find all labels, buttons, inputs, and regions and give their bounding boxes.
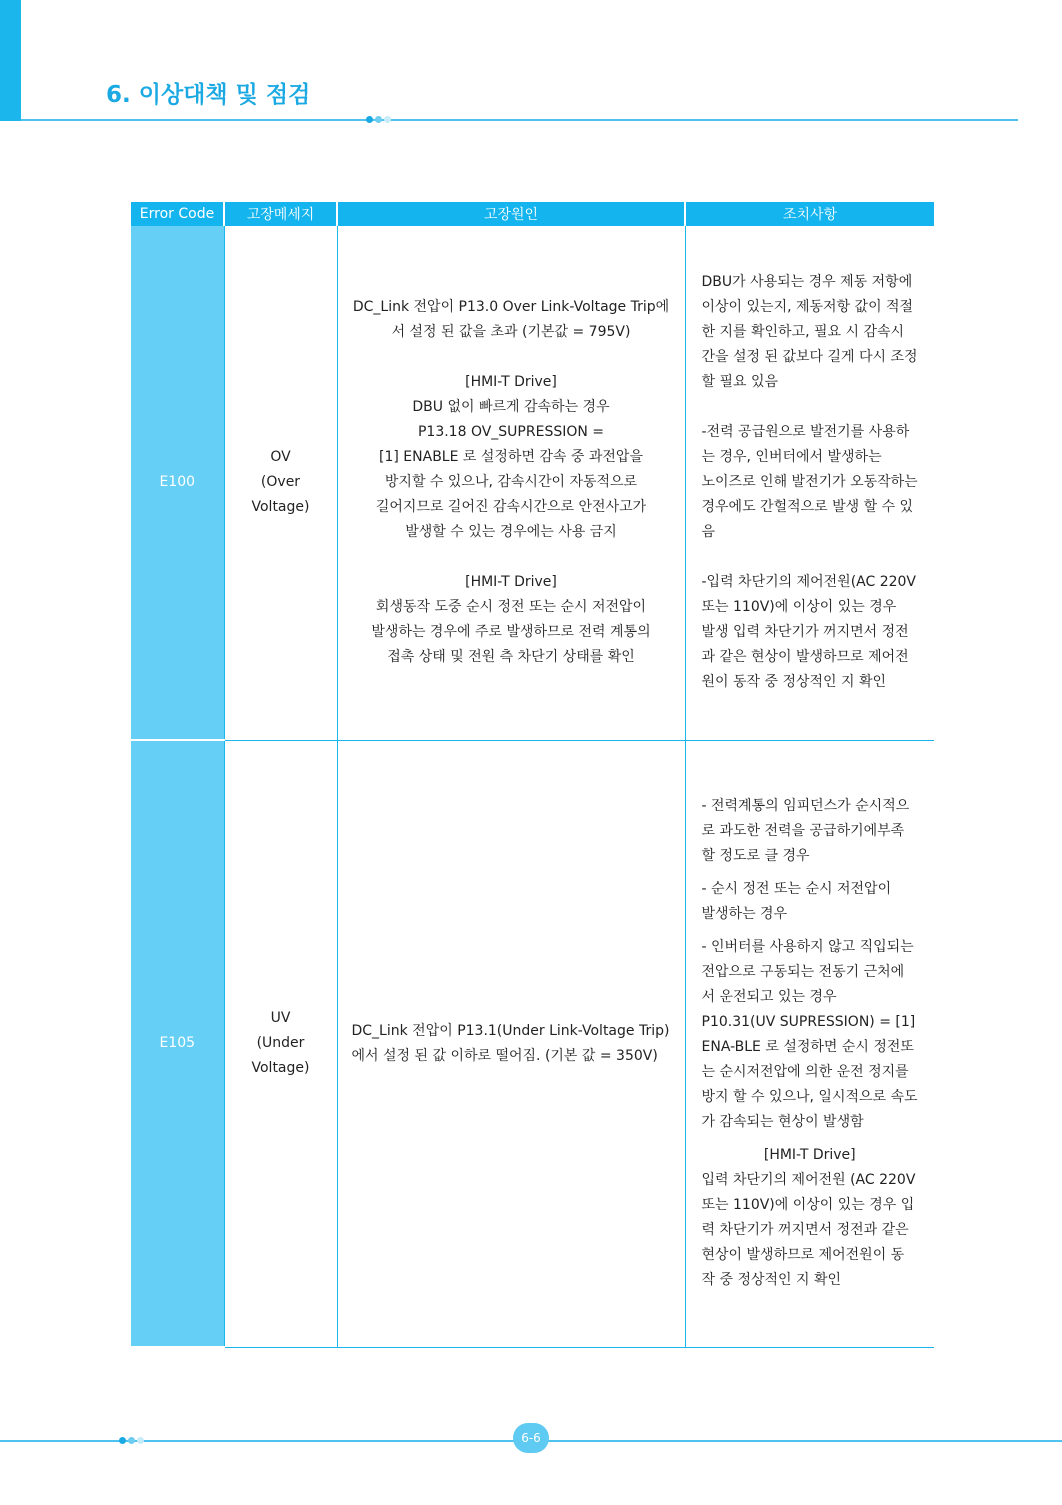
action-line: 작 중 정상적인 지 확인: [701, 1272, 842, 1288]
cause-line: DC_Link 전압이 P13.1(Under Link-Voltage Trip): [351, 1022, 670, 1039]
cause-line: DBU 없이 빠르게 감속하는 경우: [412, 399, 610, 416]
action-line: -입력 차단기의 제어전원(AC 220V: [701, 574, 917, 591]
action-line: P10.31(UV SUPRESSION) = [1]: [701, 1014, 916, 1030]
cause-line: [1] ENABLE 로 설정하면 감속 중 과전압을: [379, 449, 643, 466]
action-line: 발생하는 경우: [701, 906, 788, 922]
action-line: 는 순시저전압에 의한 운전 정지를: [701, 1064, 909, 1080]
cause-line: [HMI-T Drive]: [465, 374, 557, 391]
action-cell: [685, 740, 934, 1347]
action-line: ENA-BLE 로 설정하면 순시 정전또: [701, 1039, 914, 1055]
message-line: (Over Voltage): [251, 474, 310, 516]
footer-dots-decoration: [119, 1437, 144, 1444]
cause-line: [HMI-T Drive]: [465, 574, 557, 591]
action-cell: [685, 226, 934, 740]
page-title: 6. 이상대책 및 점검: [106, 82, 311, 108]
cause-line: 에서 설정 된 값 이하로 떨어짐. (기본 값 = 350V): [351, 1047, 658, 1064]
action-line: 원이 동작 중 정상적인 지 확인: [701, 674, 887, 691]
action-line: 간을 설정 된 값보다 길게 다시 조정: [701, 349, 918, 366]
action-line: DBU가 사용되는 경우 제동 저항에: [701, 274, 913, 291]
action-line: 전압으로 구동되는 전동기 근처에: [701, 964, 905, 980]
action-line: 할 정도로 클 경우: [701, 848, 810, 864]
cause-line: P13.18 OV_SUPRESSION =: [417, 424, 605, 441]
cause-line: 회생동작 도중 순시 정전 또는 순시 저전압이: [375, 599, 647, 616]
header-fault-message: 고장메세지: [224, 202, 337, 226]
action-line: 현상이 발생하므로 제어전원이 동: [701, 1247, 905, 1263]
error-code-cell: E105: [131, 740, 224, 1347]
error-code-table: [131, 202, 934, 1348]
action-line: 입력 차단기의 제어전원 (AC 220V: [701, 1172, 916, 1188]
action-line: - 인버터를 사용하지 않고 직입되는: [701, 939, 914, 955]
action-line: 노이즈로 인해 발전기가 오동작하는: [701, 474, 918, 491]
message-line: (Under: [256, 1035, 305, 1051]
error-code-cell: E100: [131, 226, 224, 740]
header-action: 조치사항: [685, 202, 934, 226]
cause-line: DC_Link 전압이 P13.0 Over Link-Voltage Trip에: [352, 299, 670, 316]
action-line: 또는 110V)에 이상이 있는 경우 입: [701, 1197, 915, 1213]
cause-line: 발생할 수 있는 경우에는 사용 금지: [405, 524, 617, 541]
action-line: 가 감속되는 현상이 발생함: [701, 1114, 864, 1130]
message-line: UV: [270, 1010, 291, 1026]
action-subheading: [HMI-T Drive]: [763, 1147, 856, 1163]
fault-cause-cell: [337, 740, 685, 1347]
action-line: 력 차단기가 꺼지면서 정전과 같은: [701, 1222, 909, 1238]
cause-line: 길어지므로 길어진 감속시간으로 안전사고가: [375, 499, 647, 516]
fault-cause-cell: [337, 226, 685, 740]
cause-line: 발생하는 경우에 주로 발생하므로 전력 계통의: [371, 624, 651, 641]
action-line: - 순시 정전 또는 순시 저전압이: [701, 881, 892, 897]
header-divider: [21, 119, 1018, 121]
table-row-e105: [131, 740, 934, 1347]
fault-message-cell: [224, 226, 337, 740]
action-line: -전력 공급원으로 발전기를 사용하: [701, 424, 910, 441]
action-line: - 전력계통의 임피던스가 순시적으: [701, 798, 910, 814]
action-line: 는 경우, 인버터에서 발생하는: [701, 449, 882, 466]
message-line: OV: [270, 449, 291, 466]
action-line: 또는 110V)에 이상이 있는 경우: [701, 599, 897, 616]
table-header-row: [131, 202, 934, 226]
page-number: 6-6: [513, 1423, 549, 1453]
cause-line: 서 설정 된 값을 초과 (기본값 = 795V): [391, 324, 631, 341]
action-line: 발생 입력 차단기가 꺼지면서 정전: [701, 624, 909, 641]
action-line: 과 같은 현상이 발생하므로 제어전: [701, 649, 909, 666]
action-line: 할 필요 있음: [701, 374, 779, 391]
header-error-code: Error Code: [131, 202, 224, 226]
message-line: Voltage): [251, 1060, 310, 1076]
fault-message-cell: [224, 740, 337, 1347]
action-line: 로 과도한 전력을 공급하기에부족: [701, 823, 905, 839]
cause-line: 접촉 상태 및 전원 측 차단기 상태를 확인: [387, 649, 635, 666]
action-line: 방지 할 수 있으나, 일시적으로 속도: [701, 1089, 918, 1105]
action-line: 경우에도 간헐적으로 발생 할 수 있음: [701, 499, 914, 541]
table-row-e100: [131, 226, 934, 740]
action-line: 서 운전되고 있는 경우: [701, 989, 837, 1005]
header-dots-decoration: [366, 116, 391, 123]
side-tab-marker: [0, 0, 21, 121]
action-line: 이상이 있는지, 제동저항 값이 적절: [701, 299, 914, 316]
cause-line: 방지할 수 있으나, 감속시간이 자동적으로: [384, 474, 638, 491]
header-fault-cause: 고장원인: [337, 202, 685, 226]
action-line: 한 지를 확인하고, 필요 시 감속시: [701, 324, 905, 341]
